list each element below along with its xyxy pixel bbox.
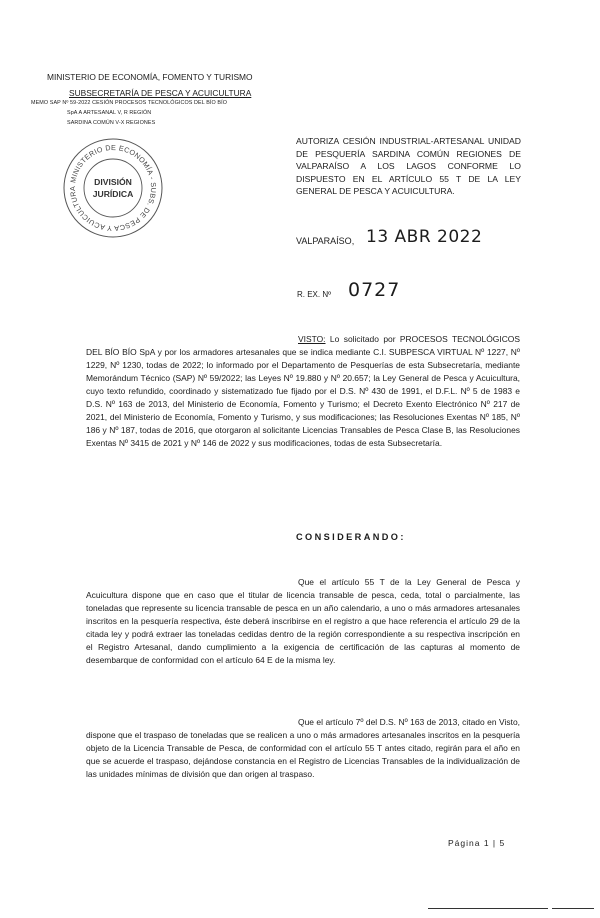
ministry-name: MINISTERIO DE ECONOMÍA, FOMENTO Y TURISMO [47,72,253,82]
footer-signature-line-1 [428,908,548,909]
resolution-number-label: R. EX. Nº [297,290,332,299]
visto-label: VISTO: [298,334,326,344]
visto-paragraph [86,333,520,450]
place-label: VALPARAÍSO, [296,236,355,246]
stamp-center-line-1: DIVISIÓN [94,177,132,187]
svg-text:MINISTERIO DE ECONOMÍA - SUBS. [68,143,158,233]
memo-line-2: SpA A ARTESANAL V, R REGIÓN [67,110,152,116]
footer-signature-line-2 [552,908,594,909]
stamp-center-line-2: JURÍDICA [92,189,134,199]
resolution-number: 0727 [348,279,401,301]
memo-line-3: SARDINA COMÚN V-X REGIONES [67,120,156,126]
visto-text: Lo solicitado por PROCESOS TECNOLÓGICOS DEL BÍO BÍO SpA y por los armadores artesanales que se indica mediante C.I. SUBPESCA VIRTUAL Nº 1227, Nº 1229, Nº 1230, todas de 2022; lo informado por el Departamento de Pesquerías de esta Subsecretaría, mediante Memorándum Técnico (SAP) Nº 59/2022; las Leyes Nº 19.880 y Nº 20.657; la Ley General de Pesca y Acuicultura, cuyo texto refundido, coordinado y sistematizado fue fijado por el D.S. Nº 430 de 1991, el D.F.L. Nº 5 de 1983 e D.S. Nº 163 de 2013, del Ministerio de Economía, Fomento y Turismo; el Decreto Exento Electrónico Nº 217 de 2021, del Ministerio de Economía, Fomento y Turismo, y sus modificaciones; las Resoluciones Exentas Nº 185, Nº 186 y Nº 187, todas de 2016, que otorgaron al solicitante Licencias Transables de Pesca Clase B, las Resoluciones Exentas Nº 3415 de 2021 y Nº 146 de 2022 y sus modificaciones, todas de esta Subsecretaría. [86,334,520,449]
stamp-ring-text: MINISTERIO DE ECONOMÍA - SUBS. DE PESCA Y ACUICULTURA [67,142,159,234]
considerando-paragraph-2: Que el artículo 7º del D.S. Nº 163 de 2013, citado en Visto, dispone que el traspaso de toneladas que se realicen a uno o más armadores artesanales inscritos en la pesquería objeto de la Licencia Transable de Pesca, de conformidad con el artículo 55 T antes citado, regirán para el año en que se acuerde el traspaso, dejándose constancia en el Registro de Licencias Transables de la individualización de las unidades mínimas de división que dan origen al traspaso. [86,717,520,780]
considerando-paragraph-1: Que el artículo 55 T de la Ley General de Pesca y Acuicultura dispone que en caso que el titular de licencia transable de pesca, ceda, total o parcialmente, las toneladas que represente su licencia transable de pesca en un año calendario, a uno o más armadores artesanales inscritos en la pesquería respectiva, éste deberá inscribirse en el registro a que hace referencia el artículo 29 de la citada ley y podrá extraer las toneladas cedidas dentro de la región correspondiente a su respectiva inscripción en el Registro Artesanal, dando cumplimiento a la exigencia de certificación de las capturas al momento de desembarque de conformidad con el artículo 64 E de la misma ley. [86,577,520,666]
division-juridica-stamp [60,135,166,241]
resolution-title: AUTORIZA CESIÓN INDUSTRIAL-ARTESANAL UNIDAD DE PESQUERÍA SARDINA COMÚN REGIONES DE VALPARAÍSO A LOS LAGOS CONFORME LO DISPUESTO EN EL ARTÍCULO 55 T DE LA LEY GENERAL DE PESCA Y ACUICULTURA. [296,136,521,197]
subsecretaria-name: SUBSECRETARÍA DE PESCA Y ACUICULTURA [69,88,252,98]
memo-line-1: MEMO SAP Nº 59-2022 CESIÓN PROCESOS TECNOLÓGICOS DEL BÍO BÍO [31,100,227,106]
page-number: Página 1 | 5 [448,838,506,848]
resolution-date: 13 ABR 2022 [366,227,483,247]
considerando-heading: CONSIDERANDO: [296,532,406,542]
